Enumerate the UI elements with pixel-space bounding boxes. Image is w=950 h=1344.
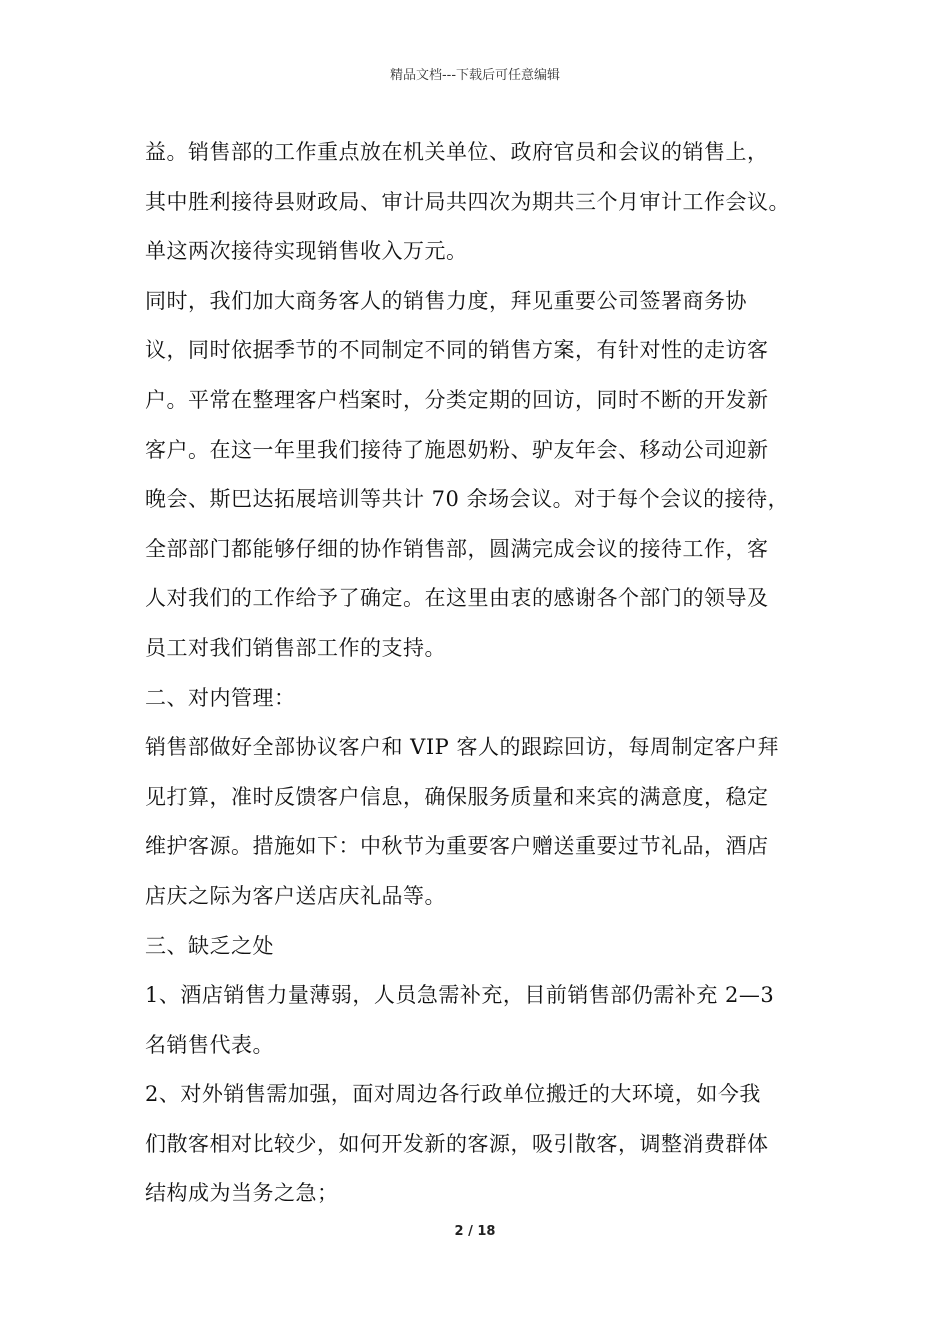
- text-line: 户。平常在整理客户档案时，分类定期的回访，同时不断的开发新: [145, 387, 769, 412]
- text-line: 们散客相对比较少，如何开发新的客源，吸引散客，调整消费群体: [145, 1131, 769, 1156]
- section-heading: 三、缺乏之处: [145, 933, 274, 958]
- page-number: 2 / 18: [454, 1224, 496, 1239]
- text-line: 结构成为当务之急；: [145, 1181, 339, 1206]
- text-line: 员工对我们销售部工作的支持。: [145, 635, 446, 660]
- text-line: 同时，我们加大商务客人的销售力度，拜见重要公司签署商务协: [145, 288, 747, 313]
- text-line: 议，同时依据季节的不同制定不同的销售方案，有针对性的走访客: [145, 338, 769, 363]
- page-header: 精品文档---下载后可任意编辑: [389, 68, 561, 83]
- text-line: 销售部做好全部协议客户和 VIP 客人的跟踪回访，每周制定客户拜: [145, 735, 779, 760]
- text-line: 晚会、斯巴达拓展培训等共计 70 余场会议。对于每个会议的接待，: [145, 487, 790, 512]
- list-item: 2、对外销售需加强，面对周边各行政单位搬迁的大环境，如今我: [145, 1082, 761, 1107]
- text-line: 人对我们的工作给予了确定。在这里由衷的感谢各个部门的领导及: [145, 586, 769, 611]
- text-line: 名销售代表。: [145, 1032, 274, 1057]
- text-line: 单这两次接待实现销售收入万元。: [145, 239, 468, 264]
- text-line: 其中胜利接待县财政局、审计局共四次为期共三个月审计工作会议。: [145, 189, 790, 214]
- section-heading: 二、对内管理：: [145, 685, 296, 710]
- list-item: 1、酒店销售力量薄弱，人员急需补充，目前销售部仍需补充 2—3: [145, 983, 775, 1008]
- text-line: 全部部门都能够仔细的协作销售部，圆满完成会议的接待工作，客: [145, 536, 769, 561]
- text-line: 维护客源。措施如下：中秋节为重要客户赠送重要过节礼品，酒店: [145, 834, 769, 859]
- text-line: 益。销售部的工作重点放在机关单位、政府官员和会议的销售上，: [145, 140, 769, 164]
- document-body: [145, 128, 810, 1219]
- text-line: 客户。在这一年里我们接待了施恩奶粉、驴友年会、移动公司迎新: [145, 437, 769, 462]
- text-line: 店庆之际为客户送店庆礼品等。: [145, 883, 446, 908]
- text-line: 见打算，准时反馈客户信息，确保服务质量和来宾的满意度，稳定: [145, 784, 769, 809]
